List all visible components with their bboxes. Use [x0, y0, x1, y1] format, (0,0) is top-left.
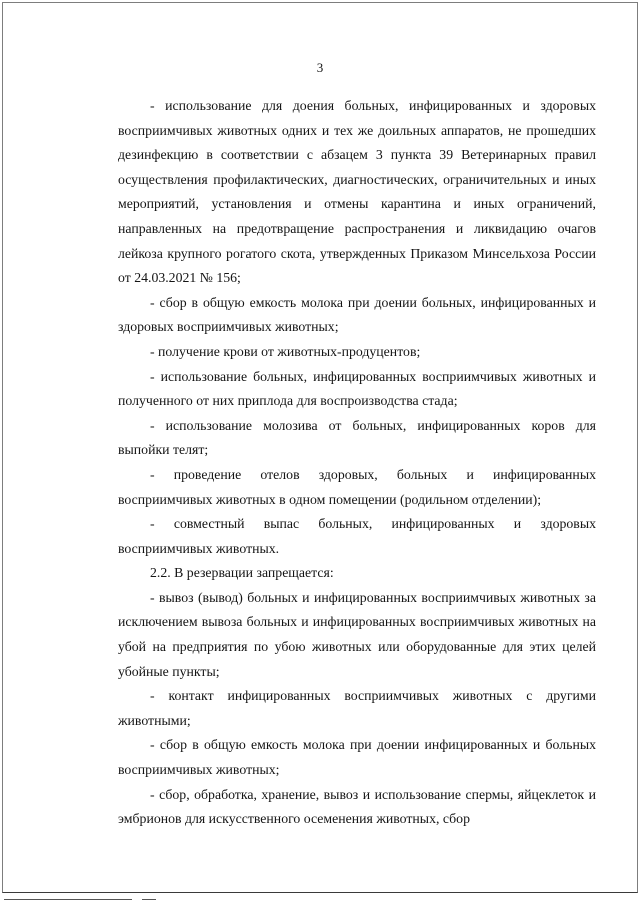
paragraph-sperm-embryos: - сбор, обработка, хранение, вывоз и использование спермы, яйцеклеток и эмбрионов для искусственного осеменения животных, сбор	[118, 786, 596, 827]
paragraph-milking-equipment: - использование для доения больных, инфицированных и здоровых восприимчивых животных одних и тех же доильных аппаратов, не прошедших дезинфекцию в соответствии с абзацем 3 пункта 39 Ветеринарных правил осуществления профилактических, диагностических, ограничительных и иных мероприятий, установления и отмены карантина и иных ограничений, направленных на предотвращение распространения и ликвидацию очагов лейкоза крупного рогатого скота, утвержденных Приказом Минсельхоза России от 24.03.2021 № 156;	[118, 98, 596, 286]
paragraph-herd-reproduction: - использование больных, инфицированных восприимчивых животных и полученного от них приплода для воспроизводства стада;	[118, 368, 596, 409]
paragraph-joint-grazing: - совместный выпас больных, инфицированных и здоровых восприимчивых животных.	[118, 516, 596, 556]
document-body	[118, 94, 596, 832]
paragraph-colostrum-use: - использование молозива от больных, инфицированных коров для выпойки телят;	[118, 417, 596, 458]
paragraph-milk-collection: - сбор в общую емкость молока при доении больных, инфицированных и здоровых восприимчивых животных;	[118, 294, 596, 335]
footer-rule-short	[142, 899, 156, 900]
paragraph-calving: - проведение отелов здоровых, больных и инфицированных восприимчивых животных в одном помещении (родильном отделении);	[118, 466, 596, 507]
paragraph-animal-contact: - контакт инфицированных восприимчивых животных с другими животными;	[118, 688, 596, 728]
paragraph-blood-collection: - получение крови от животных-продуцентов;	[150, 343, 421, 359]
section-heading-2-2: 2.2. В резервации запрещается:	[150, 565, 334, 581]
paragraph-animal-removal: - вывоз (вывод) больных и инфицированных восприимчивых животных за исключением вывоза больных и инфицированных восприимчивых животных на убой на предприятия по убою животных или оборудованные для этих целей убойные пункты;	[118, 589, 596, 679]
page-number: 3	[316, 60, 324, 75]
footer-rule	[4, 899, 132, 900]
paragraph-milk-collection-infected: - сбор в общую емкость молока при доении инфицированных и больных восприимчивых животных;	[118, 737, 596, 778]
